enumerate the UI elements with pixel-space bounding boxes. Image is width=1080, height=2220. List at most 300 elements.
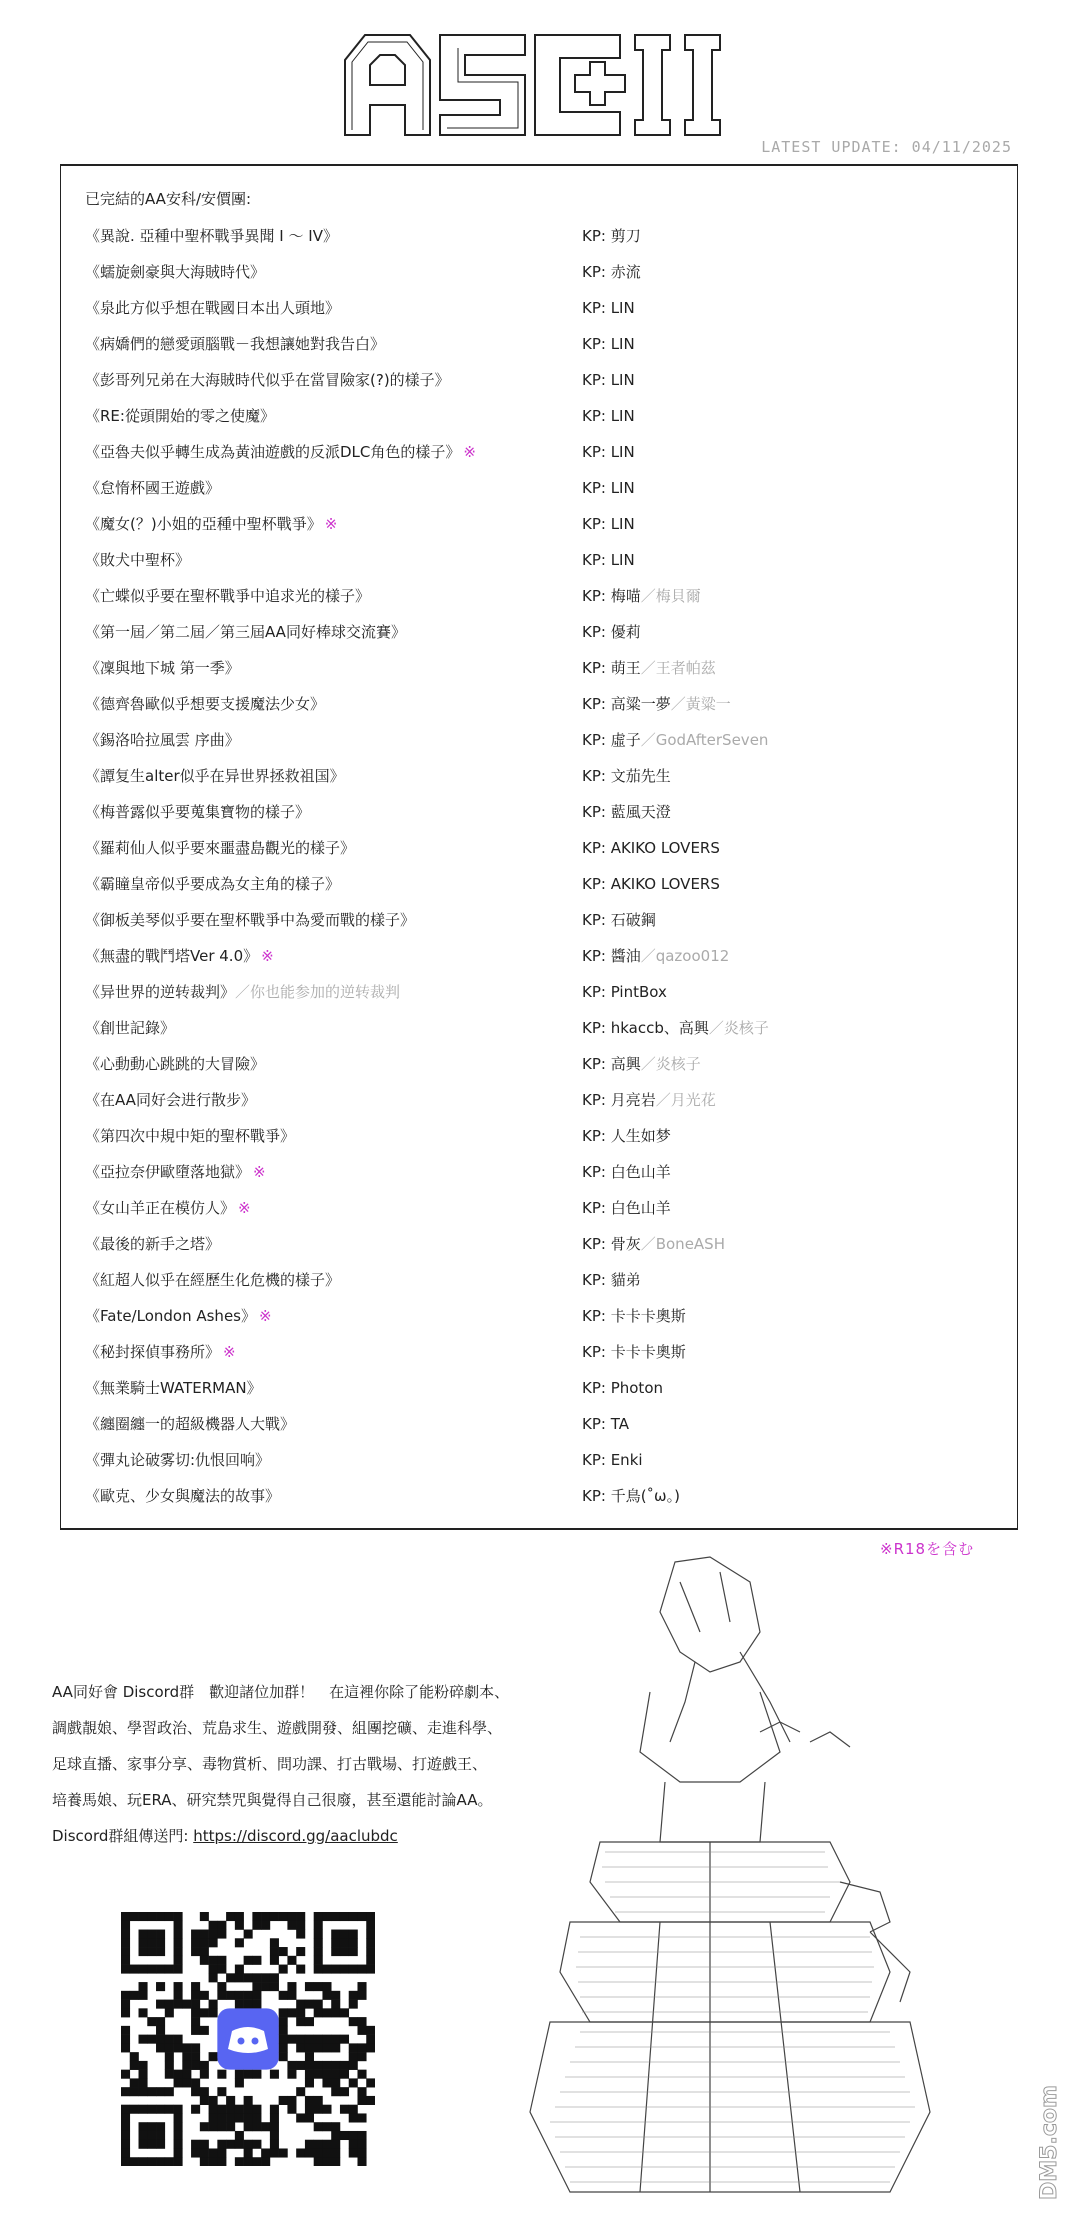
qr-module — [322, 2140, 331, 2149]
qr-module — [139, 1912, 148, 1921]
item-title-text: 《蠕旋劍豪與大海賊時代》 — [85, 263, 266, 281]
promo-line: 培養馬娘、玩ERA、研究禁咒與覺得自己很廢，甚至還能討論AA。 — [52, 1791, 493, 1809]
qr-module — [165, 2008, 174, 2017]
qr-module — [349, 2078, 358, 2087]
qr-module — [165, 2061, 174, 2070]
qr-module — [357, 1982, 366, 1991]
qr-module — [270, 2148, 279, 2157]
qr-module — [139, 1991, 148, 2000]
qr-module — [314, 2096, 323, 2105]
qr-module — [349, 1965, 358, 1974]
qr-module — [174, 2113, 183, 2122]
qr-module — [182, 2043, 191, 2052]
qr-module — [130, 1991, 139, 2000]
qr-module — [139, 1938, 148, 1947]
list-item — [85, 870, 985, 906]
qr-module — [182, 2070, 191, 2079]
qr-module — [217, 2087, 226, 2096]
qr-module — [340, 1947, 349, 1956]
qr-module — [340, 2061, 349, 2070]
item-title-text: 《第四次中規中矩的聖杯戰爭》 — [85, 1127, 296, 1145]
qr-module — [357, 2131, 366, 2140]
qr-module — [287, 2105, 296, 2114]
qr-module — [296, 2087, 305, 2096]
qr-module — [147, 1930, 156, 1939]
qr-module — [191, 2008, 200, 2017]
list-item — [85, 834, 985, 870]
qr-module — [366, 2026, 375, 2035]
qr-module — [182, 2061, 191, 2070]
qr-module — [314, 2140, 323, 2149]
qr-module — [279, 2026, 288, 2035]
item-kp-text: KP: 卡卡卡奧斯 — [582, 1307, 686, 1325]
qr-module — [139, 2122, 148, 2131]
item-title — [85, 1482, 280, 1510]
qr-module — [209, 1973, 218, 1982]
qr-module — [147, 2140, 156, 2149]
qr-module — [331, 2008, 340, 2017]
list-item — [85, 1194, 985, 1230]
qr-module — [296, 2017, 305, 2026]
qr-module — [174, 2148, 183, 2157]
qr-module — [217, 1921, 226, 1930]
discord-link[interactable]: https://discord.gg/aaclubdc — [193, 1827, 398, 1845]
item-kp — [582, 1086, 716, 1114]
list-item — [85, 762, 985, 798]
qr-module — [200, 2026, 209, 2035]
qr-module — [121, 1921, 130, 1930]
portal-label: Discord群組傳送門: — [52, 1827, 194, 1845]
qr-module — [261, 1912, 270, 1921]
qr-module — [279, 2096, 288, 2105]
item-kp — [582, 1338, 686, 1366]
item-kp-text: KP: 月亮岩 — [582, 1091, 656, 1109]
qr-module — [314, 1930, 323, 1939]
qr-module — [121, 2113, 130, 2122]
qr-module — [314, 2148, 323, 2157]
item-title-text: 《最後的新手之塔》 — [85, 1235, 221, 1253]
qr-module — [156, 2140, 165, 2149]
qr-module — [121, 1947, 130, 1956]
qr-module — [340, 1912, 349, 1921]
item-kp-text: KP: 文茄先生 — [582, 767, 671, 785]
item-kp — [582, 402, 635, 430]
promo-line: 足球直播、家事分享、毒物賞析、問功課、打古戰場、打遊戲王、 — [52, 1755, 488, 1773]
item-kp-text: KP: 萌王 — [582, 659, 641, 677]
item-kp — [582, 798, 671, 826]
qr-module — [209, 2122, 218, 2131]
qr-module — [191, 2148, 200, 2157]
qr-module — [121, 2070, 130, 2079]
qr-module — [156, 2105, 165, 2114]
qr-module — [296, 2113, 305, 2122]
qr-module — [270, 1982, 279, 1991]
qr-module — [322, 2035, 331, 2044]
qr-module — [165, 2087, 174, 2096]
qr-module — [296, 1947, 305, 1956]
qr-module — [270, 2113, 279, 2122]
qr-module — [296, 2035, 305, 2044]
item-title-text: 《心動動心跳跳的大冒險》 — [85, 1055, 266, 1073]
qr-module — [357, 2087, 366, 2096]
qr-module — [174, 2078, 183, 2087]
qr-module — [349, 2140, 358, 2149]
item-kp-alt: ／炎核子 — [640, 1055, 701, 1073]
qr-module — [314, 1956, 323, 1965]
item-kp-text: KP: 藍風天澄 — [582, 803, 671, 821]
qr-module — [331, 2061, 340, 2070]
qr-module — [121, 2148, 130, 2157]
qr-module — [349, 1947, 358, 1956]
list-item — [85, 222, 985, 258]
qr-module — [322, 2070, 331, 2079]
qr-module — [217, 2140, 226, 2149]
qr-module — [156, 1938, 165, 1947]
item-kp-text: KP: 白色山羊 — [582, 1199, 671, 1217]
qr-module — [174, 1912, 183, 1921]
qr-module — [331, 2157, 340, 2166]
qr-module — [340, 2070, 349, 2079]
qr-module — [121, 2087, 130, 2096]
item-kp — [582, 1446, 643, 1474]
qr-module — [349, 2000, 358, 2009]
qr-module — [314, 2000, 323, 2009]
qr-module — [156, 1930, 165, 1939]
item-title-text: 《在AA同好会进行散步》 — [85, 1091, 256, 1109]
qr-module — [305, 1982, 314, 1991]
qr-module — [156, 2122, 165, 2131]
qr-module — [191, 2000, 200, 2009]
qr-module — [270, 1912, 279, 1921]
qr-module — [235, 1921, 244, 1930]
item-kp-text: KP: 醬油 — [582, 947, 641, 965]
qr-module — [340, 2035, 349, 2044]
qr-module — [130, 2105, 139, 2114]
item-title-text: 《魔女(？)小姐的亞種中聖杯戰爭》 — [85, 515, 322, 533]
qr-module — [287, 2061, 296, 2070]
qr-module — [147, 1947, 156, 1956]
qr-module — [209, 2052, 218, 2061]
qr-module — [279, 2017, 288, 2026]
qr-module — [244, 1956, 253, 1965]
qr-module — [217, 1930, 226, 1939]
qr-module — [200, 1930, 209, 1939]
qr-module — [357, 1912, 366, 1921]
qr-module — [287, 2035, 296, 2044]
item-title-text: 《彈丸论破雾切:仇恨回响》 — [85, 1451, 271, 1469]
qr-module — [200, 1938, 209, 1947]
qr-module — [287, 1921, 296, 1930]
qr-module — [244, 2122, 253, 2131]
r18-mark: ※ — [253, 1163, 266, 1181]
list-item — [85, 1230, 985, 1266]
item-kp-text: KP: LIN — [582, 479, 635, 497]
qr-module — [165, 2035, 174, 2044]
item-title-text: 《怠惰杯國王遊戲》 — [85, 479, 221, 497]
qr-module — [244, 2000, 253, 2009]
item-kp — [582, 222, 641, 250]
item-kp — [582, 1302, 686, 1330]
qr-module — [322, 1965, 331, 1974]
qr-module — [322, 1991, 331, 2000]
qr-module — [200, 2061, 209, 2070]
list-item — [85, 1374, 985, 1410]
qr-module — [331, 2000, 340, 2009]
qr-module — [200, 1956, 209, 1965]
list-heading: 已完結的AA安科/安價團: — [85, 190, 252, 208]
item-kp — [582, 1410, 629, 1438]
item-kp-text: KP: Photon — [582, 1379, 663, 1397]
r18-mark: ※ — [238, 1199, 251, 1217]
qr-module — [357, 2017, 366, 2026]
qr-module — [139, 1930, 148, 1939]
qr-module — [200, 1947, 209, 1956]
item-kp — [582, 870, 720, 898]
item-title-text: 《亞拉奈伊歐墮落地獄》 — [85, 1163, 251, 1181]
item-kp-text: KP: 虛子 — [582, 731, 641, 749]
qr-module — [139, 2061, 148, 2070]
item-title-text: 《彭哥列兄弟在大海賊時代似乎在當冒險家(?)的樣子》 — [85, 371, 450, 389]
item-kp — [582, 1374, 663, 1402]
qr-module — [174, 1930, 183, 1939]
qr-module — [130, 2087, 139, 2096]
qr-module — [200, 2122, 209, 2131]
qr-module — [174, 1965, 183, 1974]
item-kp-text: KP: LIN — [582, 335, 635, 353]
item-kp — [582, 978, 667, 1006]
item-title-text: 《德齊魯歐似乎想要支援魔法少女》 — [85, 695, 326, 713]
qr-module — [279, 2148, 288, 2157]
item-kp-text: KP: LIN — [582, 299, 635, 317]
qr-module — [147, 2122, 156, 2131]
qr-module — [296, 2148, 305, 2157]
r18-mark: ※ — [463, 443, 476, 461]
list-item — [85, 402, 985, 438]
item-kp-alt: ／BoneASH — [640, 1235, 725, 1253]
qr-module — [174, 2035, 183, 2044]
qr-module — [340, 1965, 349, 1974]
qr-module — [156, 2026, 165, 2035]
item-kp — [582, 1158, 671, 1186]
qr-module — [270, 2070, 279, 2079]
qr-module — [261, 1982, 270, 1991]
list-item — [85, 294, 985, 330]
item-kp-text: KP: 石破鋼 — [582, 911, 656, 929]
qr-module — [357, 2157, 366, 2166]
r18-mark: ※ — [258, 1307, 272, 1325]
qr-module — [305, 2140, 314, 2149]
qr-module — [121, 2043, 130, 2052]
item-kp — [582, 726, 768, 754]
qr-module — [322, 2105, 331, 2114]
item-kp — [582, 1122, 671, 1150]
item-title — [85, 618, 406, 646]
portal-line — [52, 1818, 552, 1854]
item-title — [85, 546, 190, 574]
qr-module — [156, 2000, 165, 2009]
qr-module — [279, 1912, 288, 1921]
qr-module — [156, 1982, 165, 1991]
qr-module — [349, 1912, 358, 1921]
qr-module — [279, 2052, 288, 2061]
r18-note: ※R18を含む — [880, 1540, 975, 1558]
item-kp-text: KP: PintBox — [582, 983, 667, 1001]
qr-module — [130, 2157, 139, 2166]
qr-module — [296, 2061, 305, 2070]
qr-module — [217, 2113, 226, 2122]
qr-module — [156, 2043, 165, 2052]
qr-module — [357, 2140, 366, 2149]
item-kp — [582, 1230, 725, 1258]
qr-module — [182, 2052, 191, 2061]
qr-module — [279, 2043, 288, 2052]
qr-module — [261, 1973, 270, 1982]
qr-module — [296, 2000, 305, 2009]
item-title-text: 《歐克、少女與魔法的故事》 — [85, 1487, 281, 1505]
qr-module — [314, 2043, 323, 2052]
qr-module — [174, 2105, 183, 2114]
qr-module — [165, 1912, 174, 1921]
ascii-logo — [340, 30, 740, 140]
item-title-text: 《亞魯夫似乎轉生成為黃油遊戲的反派DLC角色的樣子》 — [85, 443, 461, 461]
qr-module — [147, 1965, 156, 1974]
qr-module — [270, 2131, 279, 2140]
qr-module — [340, 1930, 349, 1939]
qr-module — [305, 2061, 314, 2070]
qr-module — [331, 2122, 340, 2131]
qr-module — [121, 1965, 130, 1974]
qr-module — [314, 2008, 323, 2017]
qr-module — [156, 2035, 165, 2044]
item-title-text: 《紅超人似乎在經歷生化危機的樣子》 — [85, 1271, 341, 1289]
item-title — [85, 1086, 256, 1114]
qr-module — [121, 2131, 130, 2140]
qr-module — [331, 2140, 340, 2149]
qr-module — [244, 1930, 253, 1939]
qr-module — [252, 1912, 261, 1921]
item-title — [85, 1410, 295, 1438]
qr-module — [279, 1965, 288, 1974]
qr-module — [314, 1947, 323, 1956]
qr-module — [174, 2131, 183, 2140]
qr-module — [244, 1973, 253, 1982]
qr-module — [349, 1930, 358, 1939]
qr-module — [305, 2052, 314, 2061]
qr-module — [174, 1921, 183, 1930]
qr-module — [174, 1991, 183, 2000]
qr-module — [209, 2113, 218, 2122]
qr-module — [296, 2043, 305, 2052]
qr-module — [200, 2157, 209, 2166]
qr-module — [366, 1965, 375, 1974]
item-title — [85, 1194, 251, 1222]
item-title — [85, 834, 355, 862]
item-kp — [582, 366, 635, 394]
qr-module — [252, 2122, 261, 2131]
item-title-text: 《敗犬中聖杯》 — [85, 551, 191, 569]
item-kp — [582, 1014, 769, 1042]
qr-module — [174, 2140, 183, 2149]
list-item — [85, 1446, 985, 1482]
completed-list — [85, 222, 985, 1518]
item-title-text: 《無盡的戰鬥塔Ver 4.0》 — [85, 947, 259, 965]
qr-module — [147, 2131, 156, 2140]
qr-module — [252, 2070, 261, 2079]
qr-module — [349, 2043, 358, 2052]
qr-module — [314, 2070, 323, 2079]
item-title — [85, 222, 338, 250]
item-kp-text: KP: TA — [582, 1415, 629, 1433]
qr-module — [244, 2105, 253, 2114]
qr-module — [305, 2078, 314, 2087]
item-kp-text: KP: hkaccb、高興 — [582, 1019, 709, 1037]
qr-module — [261, 2157, 270, 2166]
qr-module — [156, 2131, 165, 2140]
qr-module — [270, 1973, 279, 1982]
item-kp-text: KP: AKIKO LOVERS — [582, 839, 720, 857]
qr-module — [235, 2070, 244, 2079]
qr-module — [235, 1912, 244, 1921]
qr-module — [130, 1965, 139, 1974]
qr-module — [209, 1938, 218, 1947]
qr-module — [217, 1982, 226, 1991]
qr-module — [252, 2105, 261, 2114]
item-title — [85, 726, 240, 754]
qr-module — [252, 1956, 261, 1965]
qr-module — [270, 2140, 279, 2149]
item-title — [85, 1158, 266, 1186]
qr-module — [314, 1912, 323, 1921]
item-kp — [582, 474, 635, 502]
item-kp-text: KP: 千鳥(˚ω。) — [582, 1487, 680, 1505]
item-kp-text: KP: LIN — [582, 443, 635, 461]
qr-module — [217, 2070, 226, 2079]
discord-eye-icon — [252, 2038, 259, 2045]
qr-module — [147, 2105, 156, 2114]
item-title — [85, 870, 340, 898]
qr-module — [349, 2113, 358, 2122]
item-kp-text: KP: LIN — [582, 407, 635, 425]
qr-module — [305, 2105, 314, 2114]
qr-module — [314, 2061, 323, 2070]
qr-module — [252, 2140, 261, 2149]
qr-module — [217, 1965, 226, 1974]
item-kp — [582, 1050, 701, 1078]
qr-module — [209, 2105, 218, 2114]
qr-module — [244, 2096, 253, 2105]
item-kp-text: KP: AKIKO LOVERS — [582, 875, 720, 893]
qr-module — [121, 2008, 130, 2017]
qr-module — [305, 2148, 314, 2157]
list-item — [85, 654, 985, 690]
qr-module — [121, 2000, 130, 2009]
promo-line: 調戲靚娘、學習政治、荒島求生、遊戲開發、組團挖礦、走進科學、 — [52, 1719, 503, 1737]
qr-module — [191, 2017, 200, 2026]
qr-module — [209, 2157, 218, 2166]
qr-module — [252, 2113, 261, 2122]
item-kp-alt: ／月光花 — [655, 1091, 716, 1109]
item-title-text: 《泉此方似乎想在戰國日本出人頭地》 — [85, 299, 341, 317]
list-item — [85, 1266, 985, 1302]
qr-module — [209, 2008, 218, 2017]
qr-module — [340, 2105, 349, 2114]
qr-module — [209, 1965, 218, 1974]
qr-module — [121, 1956, 130, 1965]
qr-module — [121, 2140, 130, 2149]
qr-module — [217, 2148, 226, 2157]
item-title — [85, 1266, 340, 1294]
list-item — [85, 438, 985, 474]
